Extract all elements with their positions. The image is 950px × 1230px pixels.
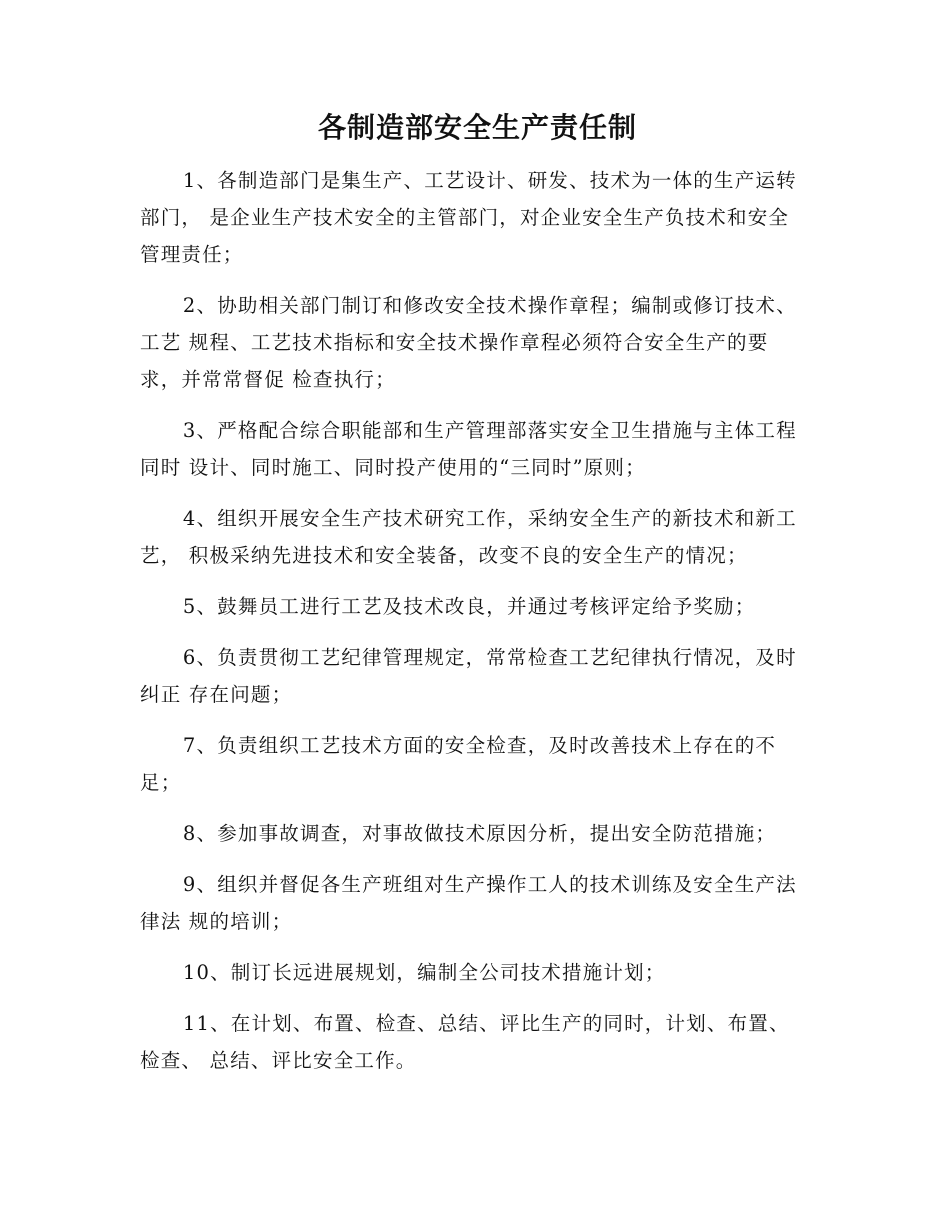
paragraph-4: 4、组织开展安全生产技术研究工作，采纳安全生产的新技术和新工艺， 积极采纳先进技术和安全装备，改变不良的安全生产的情况；: [140, 507, 797, 567]
paragraph-6: 6、负责贯彻工艺纪律管理规定，常常检查工艺纪律执行情况，及时纠正 存在问题；: [140, 646, 797, 706]
paragraph-3: 3、严格配合综合职能部和生产管理部落实安全卫生措施与主体工程同时 设计、同时施工、同时投产使用的“三同时”原则；: [140, 419, 797, 479]
paragraph-8: 8、参加事故调查，对事故做技术原因分析，提出安全防范措施；: [182, 822, 777, 845]
paragraph-10: 10、制订长远进展规划，编制全公司技术措施计划；: [182, 961, 666, 984]
document-title: 各制造部安全生产责任制: [317, 111, 637, 144]
paragraph-9: 9、组织并督促各生产班组对生产操作工人的技术训练及安全生产法律法 规的培训；: [140, 873, 797, 933]
paragraph-5: 5、鼓舞员工进行工艺及技术改良，并通过考核评定给予奖励；: [182, 595, 756, 618]
paragraph-11: 11、在计划、布置、检查、总结、评比生产的同时，计划、布置、检查、 总结、评比安全工作。: [140, 1012, 790, 1072]
paragraph-2: 2、协助相关部门制订和修改安全技术操作章程；编制或修订技术、工艺 规程、工艺技术指标和安全技术操作章程必须符合安全生产的要求，并常常督促 检查执行；: [140, 294, 797, 391]
paragraph-7: 7、负责组织工艺技术方面的安全检查，及时改善技术上存在的不足；: [140, 734, 777, 794]
paragraph-1: 1、各制造部门是集生产、工艺设计、研发、技术为一体的生产运转部门， 是企业生产技术安全的主管部门，对企业安全生产负技术和安全管理责任；: [140, 169, 797, 266]
